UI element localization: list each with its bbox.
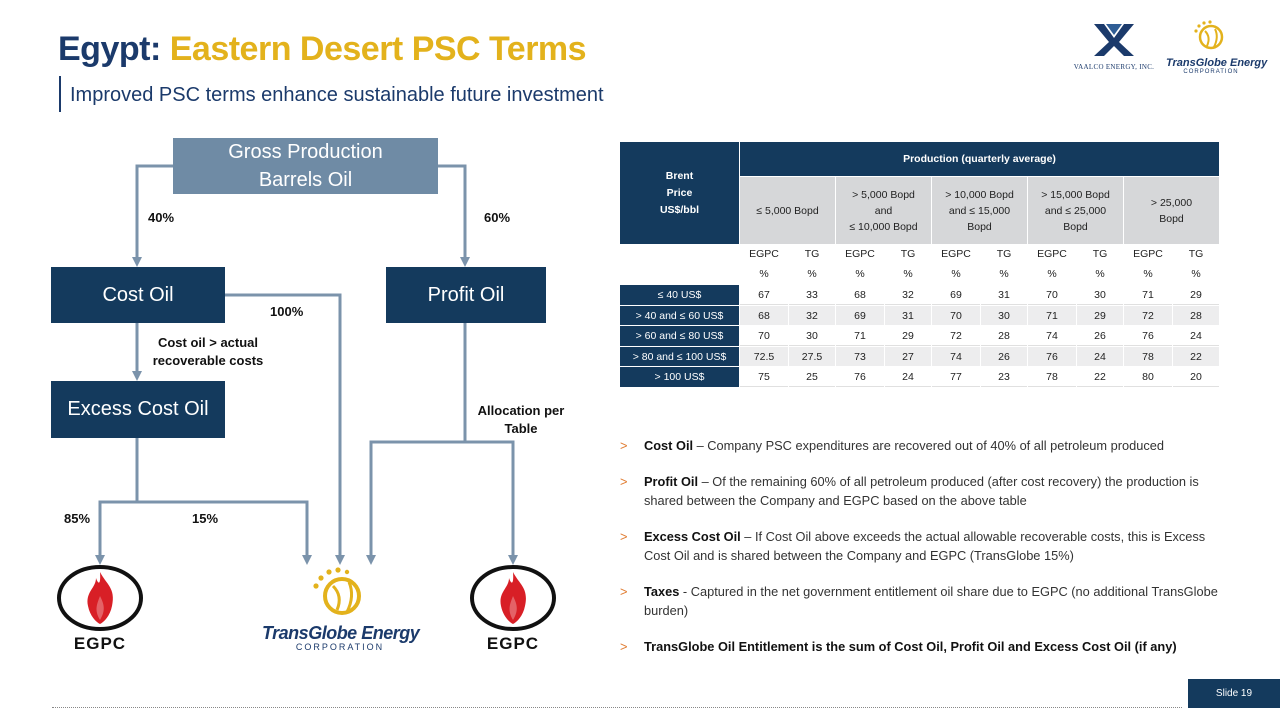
egpc-column-header: EGPC xyxy=(932,245,980,264)
brent-price-header-line3: US$/bbl xyxy=(659,203,700,216)
bullet-text: – Of the remaining 60% of all petroleum produced (after cost recovery) the production is shared between the Company and EGPC based on the above table xyxy=(644,474,1199,508)
bullet-item xyxy=(620,436,1230,455)
table-cell: 28 xyxy=(1173,306,1219,325)
percent-unit: % xyxy=(1028,265,1076,284)
table-cell: 72 xyxy=(932,326,980,346)
table-cell: 78 xyxy=(1124,347,1172,366)
bullet-term: Taxes xyxy=(644,584,680,599)
percent-unit: % xyxy=(981,265,1027,284)
tg-column-header: TG xyxy=(789,245,835,264)
tier-header-3-l3: Bopd xyxy=(967,220,992,233)
pct-15-label: 15% xyxy=(192,511,219,526)
table-cell: 24 xyxy=(1077,347,1123,366)
table-cell: 31 xyxy=(981,285,1027,305)
tier-header-3-l1: > 10,000 Bopd xyxy=(945,188,1014,201)
chevron-right-icon: > xyxy=(620,529,628,544)
cost-oil-note xyxy=(140,334,276,370)
tier-header-1 xyxy=(740,177,835,244)
production-header: Production (quarterly average) xyxy=(740,142,1219,176)
table-cell: 76 xyxy=(1124,326,1172,346)
vaalco-logo-text: VAALCO ENERGY, INC. xyxy=(1073,63,1155,71)
transglobe-logo-top xyxy=(1166,20,1268,75)
table-cell: 27 xyxy=(885,347,931,366)
bullet-item xyxy=(620,527,1230,565)
percent-unit: % xyxy=(789,265,835,284)
tier-header-4 xyxy=(1028,177,1123,244)
vaalco-logo xyxy=(1068,22,1160,74)
table-cell: 30 xyxy=(981,306,1027,325)
arrow-profit-to-transglobe xyxy=(371,442,465,560)
table-cell: 70 xyxy=(740,326,788,346)
gross-production-line2: Barrels Oil xyxy=(258,169,353,191)
table-cell: 20 xyxy=(1173,367,1219,387)
chevron-right-icon: > xyxy=(620,639,628,654)
tier-header-3-l2: and ≤ 15,000 xyxy=(948,204,1011,217)
table-cell: 25 xyxy=(789,367,835,387)
tier-header-4-l3: Bopd xyxy=(1063,220,1088,233)
bullet-term: Excess Cost Oil xyxy=(644,529,741,544)
table-cell: 22 xyxy=(1173,347,1219,366)
pct-40-label: 40% xyxy=(148,210,175,225)
brent-price-header-line1: Brent xyxy=(665,169,694,182)
table-cell: 32 xyxy=(885,285,931,305)
table-cell: 26 xyxy=(981,347,1027,366)
arrow-excess-to-egpc xyxy=(100,438,137,560)
arrow-gross-to-profit xyxy=(438,166,465,262)
table-row xyxy=(620,285,1219,305)
table-cell: 78 xyxy=(1028,367,1076,387)
table-cell: 26 xyxy=(1077,326,1123,346)
percent-unit: % xyxy=(740,265,788,284)
column-unit-row xyxy=(620,265,1219,284)
percent-unit: % xyxy=(1077,265,1123,284)
percent-unit: % xyxy=(1124,265,1172,284)
allocation-note-line2: Table xyxy=(504,421,538,436)
table-cell: 74 xyxy=(932,347,980,366)
table-cell: 71 xyxy=(836,326,884,346)
tier-header-3 xyxy=(932,177,1027,244)
egpc-column-header: EGPC xyxy=(1124,245,1172,264)
cost-oil-note-line2: recoverable costs xyxy=(152,353,264,368)
cost-oil-label: Cost Oil xyxy=(102,283,174,306)
title-country: Egypt: xyxy=(58,30,161,68)
percent-unit: % xyxy=(932,265,980,284)
table-row xyxy=(620,326,1219,346)
tier-header-5-l1: > 25,000 xyxy=(1150,196,1193,209)
psc-terms-table xyxy=(619,141,1220,388)
table-cell: 24 xyxy=(885,367,931,387)
slide-number: Slide 19 xyxy=(1188,679,1280,708)
price-band-label: > 80 and ≤ 100 US$ xyxy=(620,347,739,366)
brent-price-header-line2: Price xyxy=(666,186,693,199)
price-band-label: ≤ 40 US$ xyxy=(620,285,739,305)
transglobe-logo-top-name: TransGlobe Energy xyxy=(1166,57,1268,69)
bullet-item xyxy=(620,637,1230,656)
egpc-column-header: EGPC xyxy=(1028,245,1076,264)
table-cell: 29 xyxy=(1077,306,1123,325)
table-cell: 69 xyxy=(932,285,980,305)
tg-column-header: TG xyxy=(1173,245,1219,264)
tier-header-5 xyxy=(1124,177,1219,244)
profit-oil-box xyxy=(386,267,546,323)
table-cell: 29 xyxy=(1173,285,1219,305)
excess-cost-oil-box xyxy=(51,381,225,438)
table-cell: 71 xyxy=(1028,306,1076,325)
percent-unit: % xyxy=(885,265,931,284)
tier-header-4-l1: > 15,000 Bopd xyxy=(1041,188,1110,201)
tg-column-header: TG xyxy=(1077,245,1123,264)
percent-unit: % xyxy=(836,265,884,284)
gross-production-box xyxy=(173,138,438,194)
transglobe-logo-main xyxy=(262,566,418,652)
table-cell: 23 xyxy=(981,367,1027,387)
bullet-term: Cost Oil xyxy=(644,438,694,453)
cost-oil-note-line1: Cost oil > actual xyxy=(157,335,259,350)
tier-header-2-l1: > 5,000 Bopd xyxy=(852,188,915,201)
bullet-list xyxy=(620,436,1230,673)
table-cell: 68 xyxy=(836,285,884,305)
bullet-item xyxy=(620,472,1230,510)
table-cell: 73 xyxy=(836,347,884,366)
egpc-column-header: EGPC xyxy=(836,245,884,264)
tg-column-header: TG xyxy=(981,245,1027,264)
tg-column-header: TG xyxy=(885,245,931,264)
chevron-right-icon: > xyxy=(620,474,628,489)
tier-header-4-l2: and ≤ 25,000 xyxy=(1044,204,1107,217)
table-cell: 22 xyxy=(1077,367,1123,387)
egpc-column-header: EGPC xyxy=(740,245,788,264)
price-band-label: > 100 US$ xyxy=(620,367,739,387)
allocation-note xyxy=(468,402,574,438)
chevron-right-icon: > xyxy=(620,584,628,599)
tier-header-1-l1: ≤ 5,000 Bopd xyxy=(756,204,819,217)
table-cell: 77 xyxy=(932,367,980,387)
table-cell: 72 xyxy=(1124,306,1172,325)
bullet-term: TransGlobe Oil Entitlement is the sum of Cost Oil, Profit Oil and Excess Cost Oil (if any) xyxy=(644,639,1177,654)
transglobe-globe-icon xyxy=(1193,20,1229,52)
chevron-right-icon: > xyxy=(620,438,628,453)
allocation-note-line1: Allocation per xyxy=(477,403,565,418)
table-cell: 31 xyxy=(885,306,931,325)
table-cell: 30 xyxy=(789,326,835,346)
table-cell: 69 xyxy=(836,306,884,325)
table-row xyxy=(620,367,1219,387)
table-cell: 76 xyxy=(1028,347,1076,366)
brent-price-header xyxy=(620,142,739,244)
table-cell: 76 xyxy=(836,367,884,387)
tier-header-2 xyxy=(836,177,931,244)
table-cell: 71 xyxy=(1124,285,1172,305)
title-topic: Eastern Desert PSC Terms xyxy=(169,30,587,68)
excess-cost-oil-label: Excess Cost Oil xyxy=(67,398,209,420)
tier-header-2-l2: and xyxy=(874,204,893,217)
percent-unit: % xyxy=(1173,265,1219,284)
transglobe-globe-icon-main xyxy=(309,566,371,618)
tier-header-5-l2: Bopd xyxy=(1159,212,1184,225)
arrow-profit-to-egpc xyxy=(465,442,513,560)
table-cell: 70 xyxy=(932,306,980,325)
table-row xyxy=(620,347,1219,366)
transglobe-logo-main-corp: CORPORATION xyxy=(295,642,385,652)
profit-oil-label: Profit Oil xyxy=(427,283,505,306)
table-cell: 80 xyxy=(1124,367,1172,387)
tier-header-2-l3: ≤ 10,000 Bopd xyxy=(849,220,918,233)
table-cell: 68 xyxy=(740,306,788,325)
table-cell: 24 xyxy=(1173,326,1219,346)
gross-production-line1: Gross Production xyxy=(228,141,383,163)
table-cell: 32 xyxy=(789,306,835,325)
bullet-text: - Captured in the net government entitlement oil share due to EGPC (no additional TransGlobe burden) xyxy=(644,584,1218,618)
transglobe-logo-top-corp: CORPORATION xyxy=(1183,69,1239,75)
bullet-text: – If Cost Oil above exceeds the actual allowable recoverable costs, this is Excess Cost Oil and is shared between the Company and EGPC (TransGlobe 15%) xyxy=(644,529,1206,563)
table-cell: 33 xyxy=(789,285,835,305)
bullet-item xyxy=(620,582,1230,620)
table-cell: 72.5 xyxy=(740,347,788,366)
bullet-term: Profit Oil xyxy=(644,474,699,489)
egpc-label-left: EGPC xyxy=(73,634,127,653)
transglobe-logo-main-name: TransGlobe Energy xyxy=(262,623,420,643)
table-cell: 74 xyxy=(1028,326,1076,346)
pct-100-label: 100% xyxy=(270,304,304,319)
table-cell: 75 xyxy=(740,367,788,387)
page-subtitle: Improved PSC terms enhance sustainable future investment xyxy=(70,84,604,106)
bullet-text: – Company PSC expenditures are recovered out of 40% of all petroleum produced xyxy=(693,438,1164,453)
pct-60-label: 60% xyxy=(484,210,511,225)
table-cell: 28 xyxy=(981,326,1027,346)
egpc-label-right: EGPC xyxy=(486,634,540,653)
arrow-excess-to-transglobe xyxy=(137,502,307,560)
table-row xyxy=(620,306,1219,325)
table-cell: 67 xyxy=(740,285,788,305)
cost-oil-box xyxy=(51,267,225,323)
table-cell: 29 xyxy=(885,326,931,346)
table-cell: 27.5 xyxy=(789,347,835,366)
price-band-label: > 60 and ≤ 80 US$ xyxy=(620,326,739,346)
table-cell: 30 xyxy=(1077,285,1123,305)
price-band-label: > 40 and ≤ 60 US$ xyxy=(620,306,739,325)
pct-85-label: 85% xyxy=(64,511,91,526)
column-subheader-row xyxy=(620,245,1219,264)
footer-divider xyxy=(52,707,1182,708)
table-cell: 70 xyxy=(1028,285,1076,305)
vaalco-mark-icon xyxy=(1092,22,1136,58)
